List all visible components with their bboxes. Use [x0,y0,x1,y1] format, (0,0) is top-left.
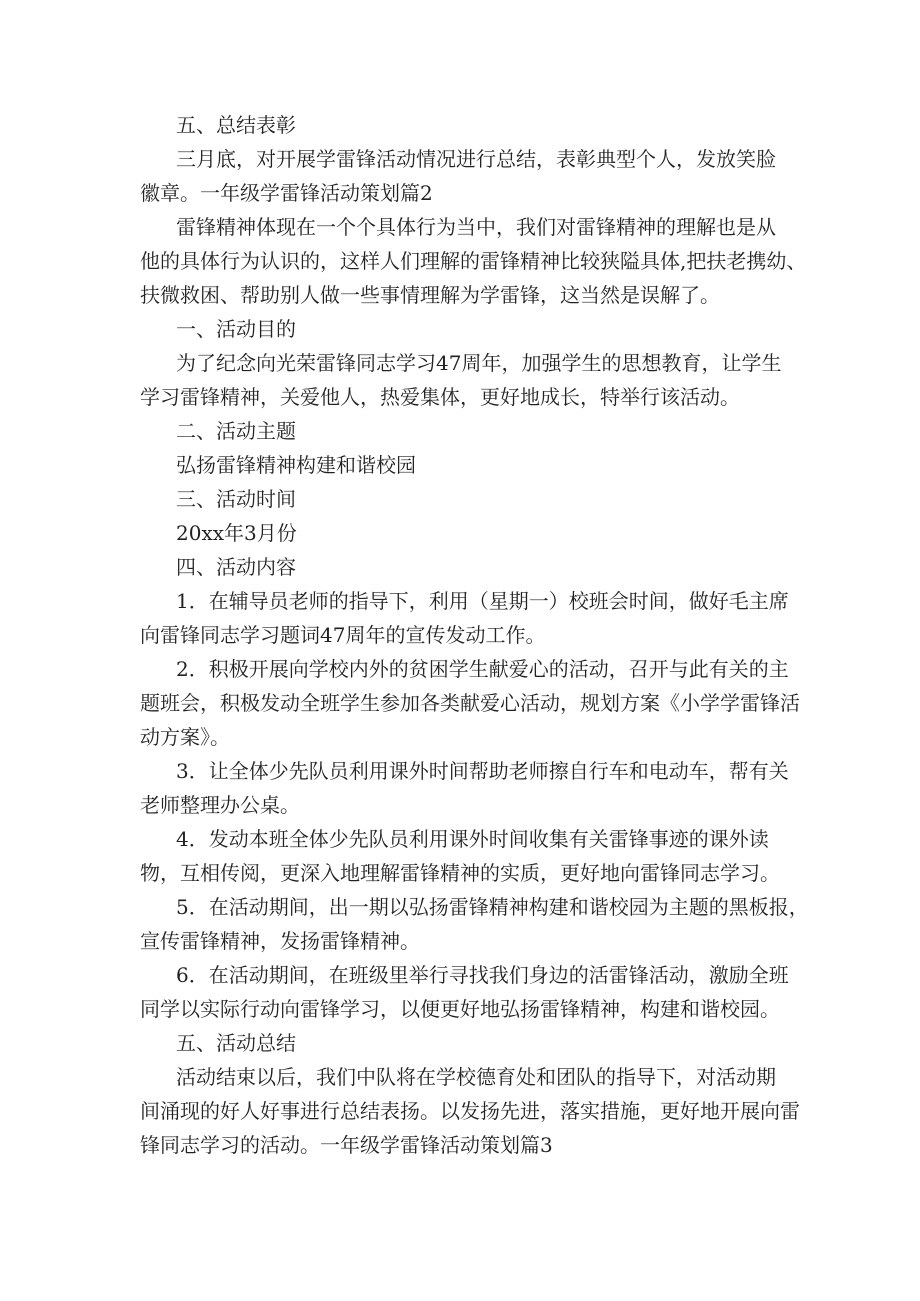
section-heading-summary-award: 五、总结表彰 [176,113,296,137]
list-item-line: 1．在辅导员老师的指导下，利用（星期一）校班会时间，做好毛主席 [176,589,789,613]
paragraph-line: 三月底，对开展学雷锋活动情况进行总结，表彰典型个人，发放笑脸 [176,147,776,171]
paragraph-line: 20xx年3月份 [176,521,297,545]
list-item-line: 向雷锋同志学习题词47周年的宣传发动工作。 [140,623,546,647]
list-item-line: 3．让全体少先队员利用课外时间帮助老师擦自行车和电动车，帮有关 [176,759,789,783]
section-heading-purpose: 一、活动目的 [176,317,296,341]
paragraph-line: 他的具体行为认识的，这样人们理解的雷锋精神比较狭隘具体,把扶老携幼、 [140,249,807,273]
paragraph-line: 扶微救困、帮助别人做一些事情理解为学雷锋，这当然是误解了。 [140,283,720,307]
paragraph-line: 为了纪念向光荣雷锋同志学习47周年，加强学生的思想教育，让学生 [176,351,782,375]
list-item-line: 题班会，积极发动全班学生参加各类献爱心活动，规划方案《小学学雷锋活 [140,691,800,715]
list-item-line: 同学以实际行动向雷锋学习，以便更好地弘扬雷锋精神，构建和谐校园。 [140,997,780,1021]
section-heading-time: 三、活动时间 [176,487,296,511]
section-heading-content: 四、活动内容 [176,555,296,579]
paragraph-line: 徽章。一年级学雷锋活动策划篇2 [140,181,433,205]
list-item-line: 2．积极开展向学校内外的贫困学生献爱心的活动，召开与此有关的主 [176,657,789,681]
list-item-line: 5．在活动期间，出一期以弘扬雷锋精神构建和谐校园为主题的黑板报， [176,895,809,919]
list-item-line: 老师整理办公桌。 [140,793,300,817]
document-body [140,108,809,1162]
list-item-line: 宣传雷锋精神，发扬雷锋精神。 [140,929,420,953]
paragraph-line: 弘扬雷锋精神构建和谐校园 [176,453,416,477]
section-heading-theme: 二、活动主题 [176,419,296,443]
paragraph-line: 雷锋精神体现在一个个具体行为当中，我们对雷锋精神的理解也是从 [176,215,776,239]
paragraph-line: 活动结束以后，我们中队将在学校德育处和团队的指导下，对活动期 [176,1065,776,1089]
paragraph-line: 学习雷锋精神，关爱他人，热爱集体，更好地成长，特举行该活动。 [140,385,740,409]
list-item-line: 4．发动本班全体少先队员利用课外时间收集有关雷锋事迹的课外读 [176,827,769,851]
paragraph-line: 间涌现的好人好事进行总结表扬。以发扬先进，落实措施，更好地开展向雷 [140,1099,800,1123]
section-heading-activity-summary: 五、活动总结 [176,1031,296,1055]
list-item-line: 6．在活动期间，在班级里举行寻找我们身边的活雷锋活动，激励全班 [176,963,789,987]
list-item-line: 动方案》。 [140,725,230,749]
paragraph-line: 锋同志学习的活动。一年级学雷锋活动策划篇3 [140,1133,553,1157]
list-item-line: 物，互相传阅，更深入地理解雷锋精神的实质，更好地向雷锋同志学习。 [140,861,780,885]
